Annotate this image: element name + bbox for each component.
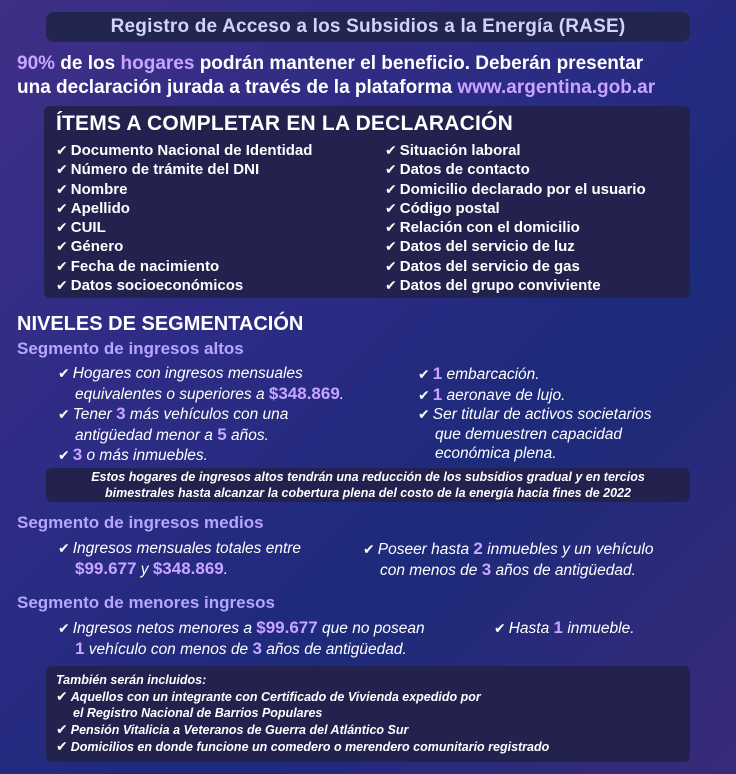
list-item-text: y [136,560,153,578]
check-icon: ✔ [56,277,68,294]
list-item-text: con menos de [380,561,482,579]
checklist-item-label: Nombre [70,180,128,198]
number: 5 [217,424,227,444]
check-icon: ✔ [385,161,397,178]
intro-text [17,52,727,100]
list-item [56,721,680,738]
list-item-text: Hasta [508,620,554,637]
check-icon: ✔ [56,219,68,236]
checklist-item [385,199,646,218]
number: 1 [553,618,564,637]
check-icon: ✔ [56,199,68,216]
check-icon: ✔ [385,238,397,255]
list-item-text: que no posean [317,620,425,637]
list-item-text: antigüedad menor a [75,426,218,444]
intro-percent: 90% [17,53,56,74]
check-icon: ✔ [385,142,397,158]
list-item [58,445,408,466]
items-panel [44,106,690,298]
check-icon: ✔ [385,257,397,274]
high-income-left-list [58,364,408,466]
checklist-item-label: Datos del grupo conviviente [399,277,601,295]
list-item-text: años de antigüedad. [491,561,636,579]
check-icon: ✔ [385,199,397,216]
check-icon: ✔ [418,406,430,422]
list-item [418,385,708,406]
checklist-item [56,276,385,295]
list-item-text: Ser titular de activos societarios [432,406,652,423]
list-item-text: Tener [72,406,117,423]
medium-income-heading: Segmento de ingresos medios [17,513,264,532]
list-item-text: inmuebles y un vehículo [482,541,654,558]
amount: $348.869 [152,558,224,578]
check-icon: ✔ [58,620,70,636]
high-income-right-list [418,364,708,464]
list-item-text: equivalentes o superiores a [75,385,269,403]
segmentation-title: NIVELES DE SEGMENTACIÓN [17,313,304,335]
list-item-text: Domicilios en donde funcione un comedero o merendero comunitario registrado [70,740,550,754]
low-income-left-list [58,618,488,659]
note-line-1: Estos hogares de ingresos altos tendrán una reducción de los subsidios gradual y en tercios [91,470,645,484]
list-item-text: inmueble. [563,620,635,637]
list-item-text: Aquellos con un integrante con Certificado de Vivienda expedido por [70,690,481,704]
list-item-text: años. [226,426,269,444]
list-item-text: que demuestren capacidad [435,425,622,443]
items-columns [56,141,678,295]
list-item-text: embarcación. [442,366,540,383]
checklist-item [56,160,385,179]
number: 1 [432,364,443,383]
list-item [56,738,680,755]
check-icon: ✔ [58,406,70,422]
items-column-1 [56,141,385,295]
list-item-text: Ingresos mensuales totales entre [72,540,302,557]
checklist-item [385,237,646,256]
list-item-text: más vehículos con una [125,406,289,423]
list-item-text: Ingresos netos menores a [72,620,257,637]
number: 3 [481,559,492,579]
check-icon: ✔ [494,620,506,636]
number: 3 [252,638,262,658]
list-item-text: . [223,560,229,578]
checklist-item [56,199,385,218]
checklist-item-label: Relación con el domicilio [399,219,580,237]
low-income-heading: Segmento de menores ingresos [17,593,275,612]
checklist-item [56,180,385,199]
checklist-item-label: Apellido [70,199,130,217]
list-item [58,618,488,659]
checklist-item-label: Datos socioeconómicos [70,277,244,295]
number: 3 [72,445,83,464]
items-column-2 [385,141,646,295]
checklist-item [56,218,385,237]
checklist-item [385,257,646,276]
note-line-2: bimestrales hasta alcanzar la cobertura plena del costo de la energía hacia fines de 2022 [105,486,631,500]
list-item-text: años de antigüedad. [261,640,407,658]
check-icon: ✔ [363,541,375,557]
amount: $348.869 [268,383,340,403]
checklist-item [385,180,646,199]
list-item [363,539,713,580]
checklist-item-label: Fecha de nacimiento [70,257,220,275]
list-item [58,404,408,445]
checklist-item-label: Número de trámite del DNI [70,161,260,179]
check-icon: ✔ [56,238,68,255]
checklist-item [56,257,385,276]
check-icon: ✔ [418,386,430,403]
check-icon: ✔ [58,447,70,463]
checklist-item-label: Datos del servicio de luz [399,238,575,256]
list-item-text: Pensión Vitalicia a Veteranos de Guerra del Atlántico Sur [70,723,409,737]
checklist-item-label: Código postal [399,199,500,217]
intro-text-2: podrán mantener el beneficio. Deberán presentar [194,53,644,74]
checklist-item [385,276,646,295]
intro-text-1: de los [55,53,121,74]
checklist-item [56,237,385,256]
checklist-item-label: Datos del servicio de gas [399,257,580,275]
medium-income-left-list [58,539,358,579]
list-item [494,618,714,639]
check-icon: ✔ [56,180,68,197]
list-item [418,405,708,464]
intro-hogares: hogares [120,53,195,74]
check-icon: ✔ [385,180,397,197]
number: 1 [432,384,443,404]
check-icon: ✔ [56,738,68,754]
intro-url: www.argentina.gob.ar [457,77,656,98]
number: 2 [473,539,483,558]
checklist-item [385,141,646,160]
list-item-text: o más inmuebles. [82,447,208,464]
list-item-text: Poseer hasta [377,541,474,558]
list-item-text: económica plena. [435,445,557,462]
page-title: Registro de Acceso a los Subsidios a la Energía (RASE) [46,12,690,42]
also-included-panel [46,666,690,762]
also-included-lead: También serán incluidos: [56,673,207,687]
high-income-heading: Segmento de ingresos altos [17,339,244,358]
items-title: ÍTEMS A COMPLETAR EN LA DECLARACIÓN [56,112,513,135]
check-icon: ✔ [58,540,70,556]
list-item-text: el Registro Nacional de Barrios Populares [73,706,323,720]
checklist-item-label: Domicilio declarado por el usuario [399,180,646,198]
list-item [58,539,358,579]
low-income-right-list [494,618,714,639]
amount: $99.677 [256,618,318,637]
check-icon: ✔ [56,721,68,737]
check-icon: ✔ [385,219,397,236]
check-icon: ✔ [56,142,68,158]
number: 1 [75,638,85,658]
list-item-text: Hogares con ingresos mensuales [72,365,303,382]
list-item [58,364,408,404]
number: 3 [116,404,126,423]
checklist-item [385,218,646,237]
checklist-item [385,160,646,179]
high-income-note [46,468,690,502]
checklist-item-label: Género [70,238,124,256]
amount: $99.677 [75,558,137,578]
checklist-item-label: Documento Nacional de Identidad [70,142,313,159]
checklist-item-label: CUIL [70,219,106,237]
check-icon: ✔ [56,257,68,274]
checklist-item [56,141,385,160]
checklist-item-label: Datos de contacto [399,161,530,179]
list-item [418,364,708,385]
checklist-item-label: Situación laboral [399,142,521,159]
intro-text-3: una declaración jurada a través de la plataforma [17,77,458,98]
list-item-text: . [339,385,345,403]
check-icon: ✔ [56,161,68,178]
check-icon: ✔ [385,277,397,294]
list-item [56,688,680,721]
check-icon: ✔ [56,688,68,704]
medium-income-right-list [363,539,713,580]
check-icon: ✔ [58,365,70,381]
check-icon: ✔ [418,366,430,382]
list-item-text: vehículo con menos de [84,640,253,658]
list-item-text: aeronave de lujo. [442,386,566,404]
